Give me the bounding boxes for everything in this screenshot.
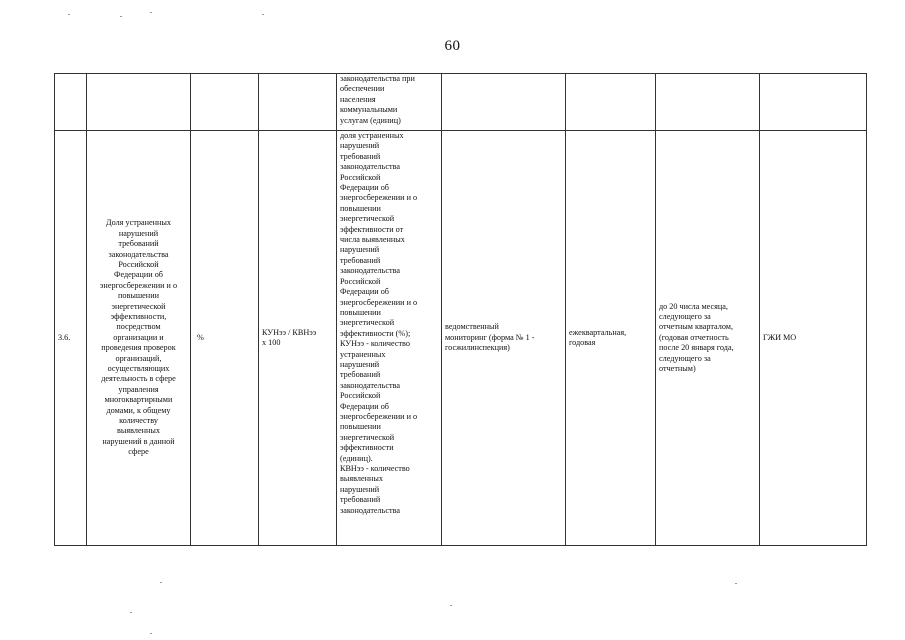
scan-speck — [450, 605, 452, 606]
scan-speck — [68, 14, 70, 15]
cell-frequency: ежеквартальная, годовая — [566, 131, 656, 546]
table-row-3-6 — [55, 131, 867, 546]
cell-deadline — [656, 74, 760, 131]
cell-number: 3.6. — [55, 131, 87, 546]
cell-formula — [259, 74, 337, 131]
scan-speck — [150, 12, 152, 13]
cell-responsible — [760, 74, 867, 131]
page-number: 60 — [444, 38, 461, 54]
scan-speck — [130, 612, 132, 613]
scan-speck — [262, 14, 264, 15]
scan-speck — [120, 16, 122, 17]
cell-name: Доля устраненных нарушений требований законодательства Российской Федерации об энергосбережении и о повышении энергетической эффективности, посредством организации и проведения проверок организаций, осуществляющих деятельность в сфере управления многоквартирными домами, к общему количеству выявленных нарушений в данной сфере — [87, 131, 191, 546]
cell-formula: КУНээ / КВНээ x 100 — [259, 131, 337, 546]
cell-description: доля устраненных нарушений требований законодательства Российской Федерации об энергосбережении и о повышении энергетической эффективности от числа выявленных нарушений требований законодательства Российской Федерации об энергосбережении и о повышении энергетической эффективности (%); КУНээ - количество устраненных нарушений требований законодательства Российской Федерации об энергосбережении и о повышении энергетической эффективности (единиц). КВНээ - количество выявленных нарушений требований законодательства — [337, 131, 442, 546]
cell-responsible: ГЖИ МО — [760, 131, 867, 546]
indicator-table — [54, 73, 867, 546]
cell-source: ведомственный мониторинг (форма № 1 - госжилинспекция) — [442, 131, 566, 546]
cell-source — [442, 74, 566, 131]
scan-speck — [150, 633, 152, 634]
cell-unit: % — [191, 131, 259, 546]
cell-frequency — [566, 74, 656, 131]
cell-description: законодательства при обеспечении населения коммунальными услугам (единиц) — [337, 74, 442, 131]
cell-unit — [191, 74, 259, 131]
cell-name — [87, 74, 191, 131]
cell-number — [55, 74, 87, 131]
scan-speck — [735, 583, 737, 584]
table-row-continuation — [55, 74, 867, 131]
scan-speck — [160, 582, 162, 583]
cell-deadline: до 20 числа месяца, следующего за отчетным кварталом, (годовая отчетность после 20 января года, следующего за отчетным) — [656, 131, 760, 546]
